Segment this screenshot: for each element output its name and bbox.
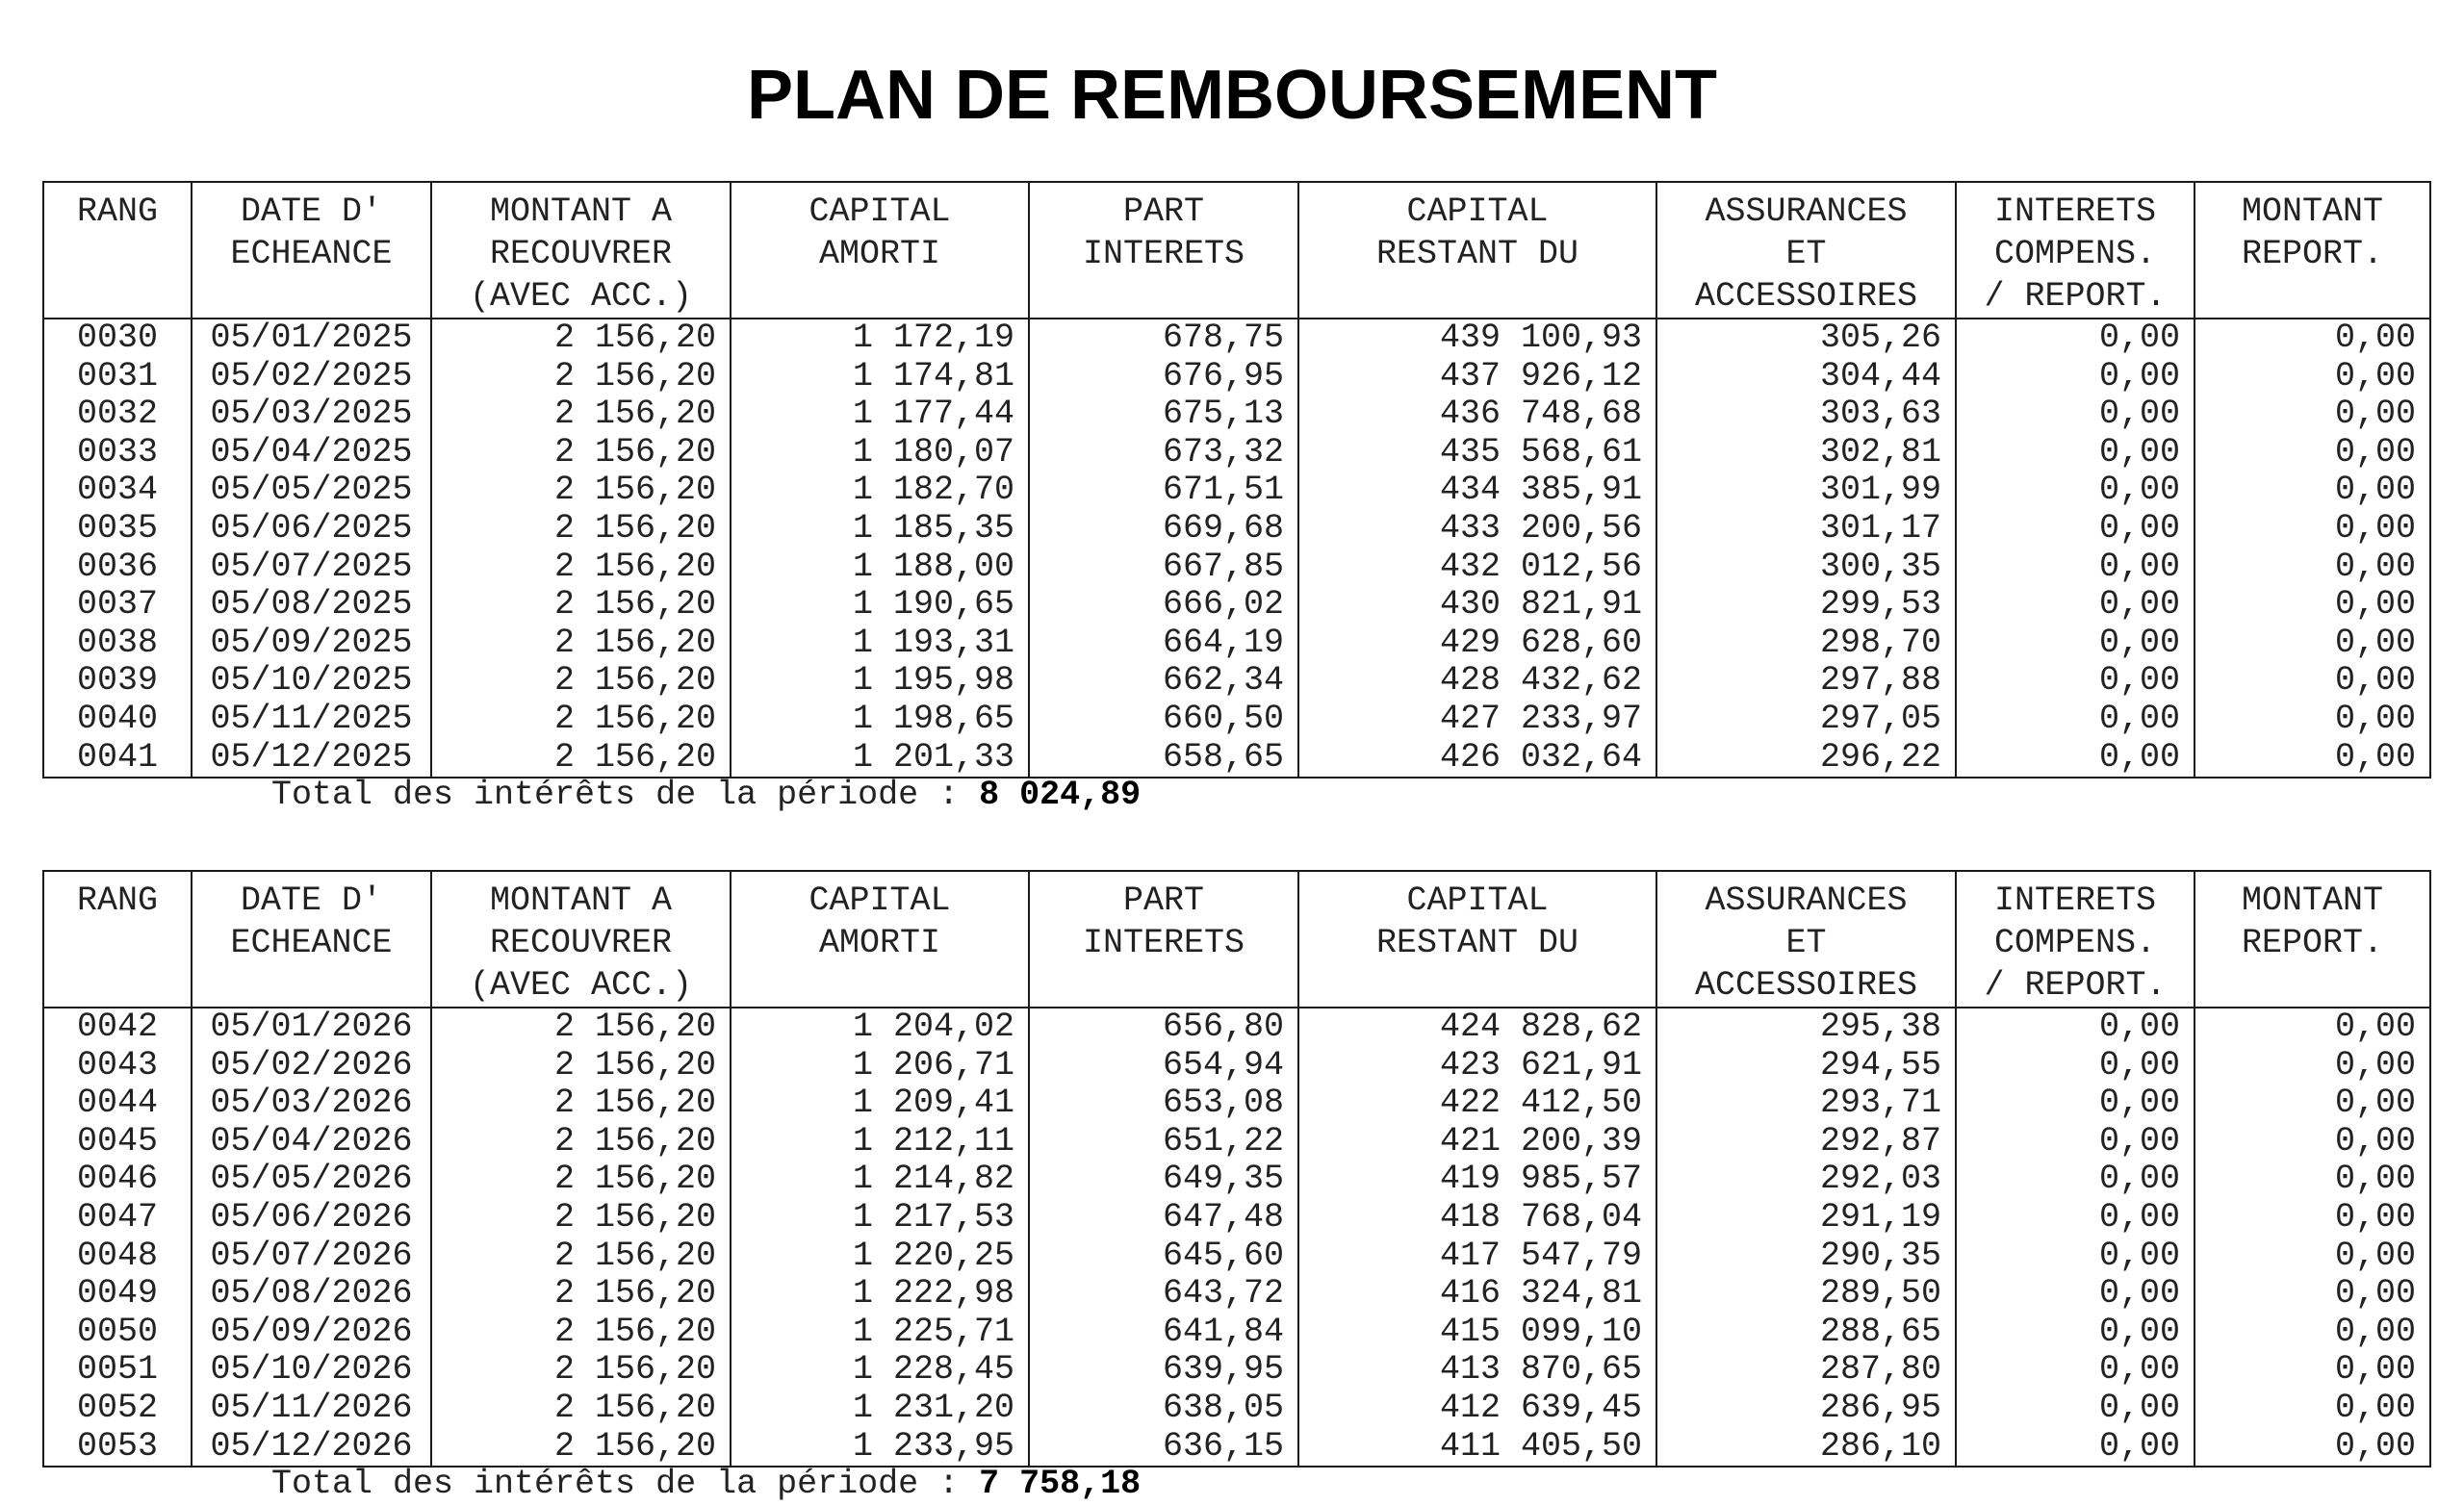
cell-capital-restant-du: 433 200,56 <box>1298 510 1656 549</box>
cell-capital-amorti: 1 206,71 <box>731 1047 1029 1085</box>
table-row <box>43 472 2430 510</box>
cell-rang: 0041 <box>43 739 192 779</box>
table-row <box>43 549 2430 587</box>
cell-capital-amorti: 1 190,65 <box>731 586 1029 625</box>
header-capital-amorti: CAPITAL AMORTI <box>731 871 1029 1008</box>
cell-montant-report: 0,00 <box>2194 625 2430 663</box>
cell-capital-restant-du: 426 032,64 <box>1298 739 1656 779</box>
cell-capital-amorti: 1 231,20 <box>731 1390 1029 1428</box>
cell-montant-a-recouvrer: 2 156,20 <box>431 434 731 472</box>
table-row <box>43 1351 2430 1390</box>
cell-date-echeance: 05/02/2026 <box>192 1047 431 1085</box>
cell-date-echeance: 05/01/2025 <box>192 319 431 358</box>
total-label: Total des intérêts de la période : <box>271 776 980 814</box>
cell-assurances-accessoires: 298,70 <box>1656 625 1956 663</box>
table-row <box>43 1161 2430 1199</box>
cell-rang: 0053 <box>43 1428 192 1468</box>
table-header-row <box>43 871 2430 1008</box>
cell-montant-report: 0,00 <box>2194 434 2430 472</box>
cell-assurances-accessoires: 290,35 <box>1656 1238 1956 1276</box>
cell-capital-restant-du: 419 985,57 <box>1298 1161 1656 1199</box>
total-value: 8 024,89 <box>979 776 1142 814</box>
cell-montant-a-recouvrer: 2 156,20 <box>431 1085 731 1123</box>
cell-rang: 0033 <box>43 434 192 472</box>
cell-capital-amorti: 1 201,33 <box>731 739 1029 779</box>
cell-date-echeance: 05/11/2026 <box>192 1390 431 1428</box>
cell-date-echeance: 05/04/2025 <box>192 434 431 472</box>
cell-montant-report: 0,00 <box>2194 1428 2430 1468</box>
cell-interets-compens-report: 0,00 <box>1956 319 2194 358</box>
cell-assurances-accessoires: 301,99 <box>1656 472 1956 510</box>
cell-montant-report: 0,00 <box>2194 319 2430 358</box>
header-assurances-accessoires: ASSURANCES ET ACCESSOIRES <box>1656 182 1956 319</box>
cell-capital-restant-du: 436 748,68 <box>1298 396 1656 434</box>
cell-interets-compens-report: 0,00 <box>1956 586 2194 625</box>
cell-montant-a-recouvrer: 2 156,20 <box>431 586 731 625</box>
cell-interets-compens-report: 0,00 <box>1956 739 2194 779</box>
cell-rang: 0052 <box>43 1390 192 1428</box>
cell-date-echeance: 05/11/2025 <box>192 701 431 739</box>
cell-montant-a-recouvrer: 2 156,20 <box>431 625 731 663</box>
cell-capital-amorti: 1 180,07 <box>731 434 1029 472</box>
header-assurances-accessoires: ASSURANCES ET ACCESSOIRES <box>1656 871 1956 1008</box>
cell-rang: 0049 <box>43 1275 192 1314</box>
cell-rang: 0039 <box>43 662 192 701</box>
cell-montant-report: 0,00 <box>2194 1275 2430 1314</box>
cell-assurances-accessoires: 299,53 <box>1656 586 1956 625</box>
table-row <box>43 1047 2430 1085</box>
cell-interets-compens-report: 0,00 <box>1956 701 2194 739</box>
cell-part-interets: 662,34 <box>1029 662 1298 701</box>
cell-interets-compens-report: 0,00 <box>1956 1199 2194 1238</box>
cell-montant-a-recouvrer: 2 156,20 <box>431 1161 731 1199</box>
cell-date-echeance: 05/09/2026 <box>192 1314 431 1352</box>
cell-part-interets: 639,95 <box>1029 1351 1298 1390</box>
table-row <box>43 701 2430 739</box>
cell-assurances-accessoires: 286,95 <box>1656 1390 1956 1428</box>
total-label: Total des intérêts de la période : <box>271 1465 980 1503</box>
cell-interets-compens-report: 0,00 <box>1956 1390 2194 1428</box>
cell-assurances-accessoires: 301,17 <box>1656 510 1956 549</box>
cell-capital-restant-du: 439 100,93 <box>1298 319 1656 358</box>
cell-part-interets: 676,95 <box>1029 358 1298 396</box>
cell-capital-restant-du: 423 621,91 <box>1298 1047 1656 1085</box>
cell-capital-amorti: 1 198,65 <box>731 701 1029 739</box>
cell-rang: 0032 <box>43 396 192 434</box>
cell-rang: 0046 <box>43 1161 192 1199</box>
period-interest-total-2026 <box>271 1465 1141 1503</box>
cell-capital-restant-du: 430 821,91 <box>1298 586 1656 625</box>
cell-assurances-accessoires: 297,05 <box>1656 701 1956 739</box>
cell-assurances-accessoires: 302,81 <box>1656 434 1956 472</box>
cell-capital-amorti: 1 185,35 <box>731 510 1029 549</box>
cell-interets-compens-report: 0,00 <box>1956 1314 2194 1352</box>
repayment-table-2026 <box>42 870 2431 1468</box>
cell-capital-restant-du: 427 233,97 <box>1298 701 1656 739</box>
cell-part-interets: 675,13 <box>1029 396 1298 434</box>
cell-montant-a-recouvrer: 2 156,20 <box>431 1008 731 1047</box>
header-montant-a-recouvrer: MONTANT A RECOUVRER (AVEC ACC.) <box>431 871 731 1008</box>
cell-date-echeance: 05/12/2025 <box>192 739 431 779</box>
table-row <box>43 1199 2430 1238</box>
cell-capital-amorti: 1 217,53 <box>731 1199 1029 1238</box>
cell-montant-a-recouvrer: 2 156,20 <box>431 396 731 434</box>
cell-rang: 0042 <box>43 1008 192 1047</box>
cell-montant-report: 0,00 <box>2194 1085 2430 1123</box>
cell-date-echeance: 05/03/2026 <box>192 1085 431 1123</box>
cell-part-interets: 653,08 <box>1029 1085 1298 1123</box>
cell-montant-report: 0,00 <box>2194 1008 2430 1047</box>
header-capital-restant-du: CAPITAL RESTANT DU <box>1298 182 1656 319</box>
cell-rang: 0036 <box>43 549 192 587</box>
cell-interets-compens-report: 0,00 <box>1956 396 2194 434</box>
cell-interets-compens-report: 0,00 <box>1956 662 2194 701</box>
cell-assurances-accessoires: 292,87 <box>1656 1123 1956 1161</box>
cell-capital-restant-du: 421 200,39 <box>1298 1123 1656 1161</box>
table-row <box>43 662 2430 701</box>
cell-montant-a-recouvrer: 2 156,20 <box>431 739 731 779</box>
cell-capital-restant-du: 415 099,10 <box>1298 1314 1656 1352</box>
cell-date-echeance: 05/04/2026 <box>192 1123 431 1161</box>
cell-capital-restant-du: 417 547,79 <box>1298 1238 1656 1276</box>
cell-capital-amorti: 1 233,95 <box>731 1428 1029 1468</box>
cell-montant-report: 0,00 <box>2194 549 2430 587</box>
cell-part-interets: 658,65 <box>1029 739 1298 779</box>
cell-date-echeance: 05/05/2025 <box>192 472 431 510</box>
cell-assurances-accessoires: 303,63 <box>1656 396 1956 434</box>
cell-montant-report: 0,00 <box>2194 472 2430 510</box>
table-row <box>43 1428 2430 1468</box>
cell-date-echeance: 05/05/2026 <box>192 1161 431 1199</box>
cell-assurances-accessoires: 295,38 <box>1656 1008 1956 1047</box>
cell-date-echeance: 05/10/2025 <box>192 662 431 701</box>
cell-part-interets: 654,94 <box>1029 1047 1298 1085</box>
cell-part-interets: 669,68 <box>1029 510 1298 549</box>
cell-interets-compens-report: 0,00 <box>1956 434 2194 472</box>
cell-interets-compens-report: 0,00 <box>1956 1085 2194 1123</box>
cell-assurances-accessoires: 291,19 <box>1656 1199 1956 1238</box>
cell-capital-restant-du: 413 870,65 <box>1298 1351 1656 1390</box>
cell-capital-amorti: 1 204,02 <box>731 1008 1029 1047</box>
table-row <box>43 319 2430 358</box>
header-capital-amorti: CAPITAL AMORTI <box>731 182 1029 319</box>
cell-capital-amorti: 1 193,31 <box>731 625 1029 663</box>
cell-interets-compens-report: 0,00 <box>1956 472 2194 510</box>
cell-capital-amorti: 1 177,44 <box>731 396 1029 434</box>
cell-montant-report: 0,00 <box>2194 586 2430 625</box>
header-part-interets: PART INTERETS <box>1029 182 1298 319</box>
cell-rang: 0040 <box>43 701 192 739</box>
cell-part-interets: 647,48 <box>1029 1199 1298 1238</box>
cell-date-echeance: 05/10/2026 <box>192 1351 431 1390</box>
cell-capital-amorti: 1 188,00 <box>731 549 1029 587</box>
cell-rang: 0050 <box>43 1314 192 1352</box>
cell-capital-restant-du: 411 405,50 <box>1298 1428 1656 1468</box>
cell-assurances-accessoires: 287,80 <box>1656 1351 1956 1390</box>
cell-montant-report: 0,00 <box>2194 662 2430 701</box>
cell-part-interets: 678,75 <box>1029 319 1298 358</box>
cell-date-echeance: 05/06/2026 <box>192 1199 431 1238</box>
cell-montant-a-recouvrer: 2 156,20 <box>431 510 731 549</box>
cell-rang: 0045 <box>43 1123 192 1161</box>
cell-interets-compens-report: 0,00 <box>1956 549 2194 587</box>
cell-capital-restant-du: 434 385,91 <box>1298 472 1656 510</box>
cell-date-echeance: 05/09/2025 <box>192 625 431 663</box>
cell-interets-compens-report: 0,00 <box>1956 1047 2194 1085</box>
table-row <box>43 434 2430 472</box>
cell-montant-report: 0,00 <box>2194 510 2430 549</box>
cell-rang: 0037 <box>43 586 192 625</box>
cell-part-interets: 643,72 <box>1029 1275 1298 1314</box>
cell-rang: 0034 <box>43 472 192 510</box>
cell-capital-amorti: 1 172,19 <box>731 319 1029 358</box>
table-row <box>43 1314 2430 1352</box>
cell-date-echeance: 05/01/2026 <box>192 1008 431 1047</box>
cell-montant-a-recouvrer: 2 156,20 <box>431 319 731 358</box>
cell-montant-report: 0,00 <box>2194 1314 2430 1352</box>
cell-part-interets: 636,15 <box>1029 1428 1298 1468</box>
cell-part-interets: 660,50 <box>1029 701 1298 739</box>
cell-assurances-accessoires: 289,50 <box>1656 1275 1956 1314</box>
cell-montant-report: 0,00 <box>2194 396 2430 434</box>
table-row <box>43 1085 2430 1123</box>
cell-assurances-accessoires: 296,22 <box>1656 739 1956 779</box>
cell-capital-restant-du: 424 828,62 <box>1298 1008 1656 1047</box>
cell-rang: 0048 <box>43 1238 192 1276</box>
cell-montant-a-recouvrer: 2 156,20 <box>431 1123 731 1161</box>
header-capital-restant-du: CAPITAL RESTANT DU <box>1298 871 1656 1008</box>
table-row <box>43 739 2430 779</box>
cell-assurances-accessoires: 304,44 <box>1656 358 1956 396</box>
cell-rang: 0051 <box>43 1351 192 1390</box>
cell-interets-compens-report: 0,00 <box>1956 1123 2194 1161</box>
cell-capital-restant-du: 429 628,60 <box>1298 625 1656 663</box>
cell-date-echeance: 05/12/2026 <box>192 1428 431 1468</box>
header-interets-compens-report: INTERETS COMPENS. / REPORT. <box>1956 182 2194 319</box>
cell-capital-restant-du: 422 412,50 <box>1298 1085 1656 1123</box>
header-rang: RANG <box>43 182 192 319</box>
cell-montant-report: 0,00 <box>2194 358 2430 396</box>
cell-capital-restant-du: 428 432,62 <box>1298 662 1656 701</box>
table-row <box>43 510 2430 549</box>
cell-date-echeance: 05/06/2025 <box>192 510 431 549</box>
cell-interets-compens-report: 0,00 <box>1956 510 2194 549</box>
cell-capital-restant-du: 437 926,12 <box>1298 358 1656 396</box>
cell-capital-restant-du: 432 012,56 <box>1298 549 1656 587</box>
cell-part-interets: 638,05 <box>1029 1390 1298 1428</box>
cell-rang: 0035 <box>43 510 192 549</box>
cell-part-interets: 673,32 <box>1029 434 1298 472</box>
cell-capital-restant-du: 418 768,04 <box>1298 1199 1656 1238</box>
cell-date-echeance: 05/07/2025 <box>192 549 431 587</box>
cell-montant-a-recouvrer: 2 156,20 <box>431 1275 731 1314</box>
total-value: 7 758,18 <box>979 1465 1142 1503</box>
table-row <box>43 1123 2430 1161</box>
table-row <box>43 396 2430 434</box>
cell-capital-restant-du: 435 568,61 <box>1298 434 1656 472</box>
cell-capital-amorti: 1 212,11 <box>731 1123 1029 1161</box>
table-row <box>43 586 2430 625</box>
cell-assurances-accessoires: 305,26 <box>1656 319 1956 358</box>
cell-assurances-accessoires: 286,10 <box>1656 1428 1956 1468</box>
cell-rang: 0038 <box>43 625 192 663</box>
cell-montant-a-recouvrer: 2 156,20 <box>431 1047 731 1085</box>
cell-rang: 0047 <box>43 1199 192 1238</box>
cell-rang: 0031 <box>43 358 192 396</box>
cell-part-interets: 664,19 <box>1029 625 1298 663</box>
cell-montant-a-recouvrer: 2 156,20 <box>431 1351 731 1390</box>
cell-montant-a-recouvrer: 2 156,20 <box>431 1390 731 1428</box>
cell-assurances-accessoires: 292,03 <box>1656 1161 1956 1199</box>
cell-interets-compens-report: 0,00 <box>1956 1428 2194 1468</box>
cell-montant-a-recouvrer: 2 156,20 <box>431 1428 731 1468</box>
header-part-interets: PART INTERETS <box>1029 871 1298 1008</box>
cell-assurances-accessoires: 297,88 <box>1656 662 1956 701</box>
cell-capital-amorti: 1 174,81 <box>731 358 1029 396</box>
cell-montant-a-recouvrer: 2 156,20 <box>431 662 731 701</box>
cell-rang: 0030 <box>43 319 192 358</box>
cell-montant-report: 0,00 <box>2194 1123 2430 1161</box>
cell-montant-a-recouvrer: 2 156,20 <box>431 549 731 587</box>
table-row <box>43 358 2430 396</box>
cell-assurances-accessoires: 288,65 <box>1656 1314 1956 1352</box>
cell-interets-compens-report: 0,00 <box>1956 1008 2194 1047</box>
repayment-table-2025 <box>42 181 2431 779</box>
table-header-row <box>43 182 2430 319</box>
cell-montant-report: 0,00 <box>2194 701 2430 739</box>
cell-part-interets: 651,22 <box>1029 1123 1298 1161</box>
cell-date-echeance: 05/08/2025 <box>192 586 431 625</box>
cell-assurances-accessoires: 293,71 <box>1656 1085 1956 1123</box>
header-montant-report: MONTANT REPORT. <box>2194 182 2430 319</box>
cell-assurances-accessoires: 294,55 <box>1656 1047 1956 1085</box>
cell-capital-amorti: 1 228,45 <box>731 1351 1029 1390</box>
cell-assurances-accessoires: 300,35 <box>1656 549 1956 587</box>
cell-montant-a-recouvrer: 2 156,20 <box>431 358 731 396</box>
cell-capital-amorti: 1 182,70 <box>731 472 1029 510</box>
cell-date-echeance: 05/03/2025 <box>192 396 431 434</box>
table-row <box>43 1390 2430 1428</box>
header-date-echeance: DATE D' ECHEANCE <box>192 182 431 319</box>
cell-date-echeance: 05/02/2025 <box>192 358 431 396</box>
cell-montant-report: 0,00 <box>2194 1238 2430 1276</box>
cell-montant-report: 0,00 <box>2194 1047 2430 1085</box>
cell-montant-a-recouvrer: 2 156,20 <box>431 472 731 510</box>
cell-montant-report: 0,00 <box>2194 1390 2430 1428</box>
cell-part-interets: 667,85 <box>1029 549 1298 587</box>
cell-capital-amorti: 1 225,71 <box>731 1314 1029 1352</box>
cell-capital-amorti: 1 222,98 <box>731 1275 1029 1314</box>
cell-montant-report: 0,00 <box>2194 1351 2430 1390</box>
header-rang: RANG <box>43 871 192 1008</box>
cell-rang: 0044 <box>43 1085 192 1123</box>
cell-part-interets: 645,60 <box>1029 1238 1298 1276</box>
cell-part-interets: 656,80 <box>1029 1008 1298 1047</box>
cell-montant-report: 0,00 <box>2194 1161 2430 1199</box>
page-title: PLAN DE REMBOURSEMENT <box>746 57 1718 134</box>
cell-montant-report: 0,00 <box>2194 739 2430 779</box>
cell-capital-restant-du: 412 639,45 <box>1298 1390 1656 1428</box>
cell-interets-compens-report: 0,00 <box>1956 1275 2194 1314</box>
cell-rang: 0043 <box>43 1047 192 1085</box>
cell-interets-compens-report: 0,00 <box>1956 1161 2194 1199</box>
cell-capital-restant-du: 416 324,81 <box>1298 1275 1656 1314</box>
table-row <box>43 625 2430 663</box>
cell-interets-compens-report: 0,00 <box>1956 1238 2194 1276</box>
cell-part-interets: 671,51 <box>1029 472 1298 510</box>
cell-part-interets: 641,84 <box>1029 1314 1298 1352</box>
cell-part-interets: 649,35 <box>1029 1161 1298 1199</box>
cell-montant-report: 0,00 <box>2194 1199 2430 1238</box>
cell-interets-compens-report: 0,00 <box>1956 358 2194 396</box>
cell-interets-compens-report: 0,00 <box>1956 1351 2194 1390</box>
period-interest-total-2025 <box>271 776 1141 814</box>
cell-date-echeance: 05/07/2026 <box>192 1238 431 1276</box>
table-row <box>43 1275 2430 1314</box>
cell-montant-a-recouvrer: 2 156,20 <box>431 1199 731 1238</box>
cell-part-interets: 666,02 <box>1029 586 1298 625</box>
header-date-echeance: DATE D' ECHEANCE <box>192 871 431 1008</box>
header-interets-compens-report: INTERETS COMPENS. / REPORT. <box>1956 871 2194 1008</box>
table-row <box>43 1238 2430 1276</box>
cell-montant-a-recouvrer: 2 156,20 <box>431 701 731 739</box>
cell-capital-amorti: 1 220,25 <box>731 1238 1029 1276</box>
cell-capital-amorti: 1 195,98 <box>731 662 1029 701</box>
cell-capital-amorti: 1 209,41 <box>731 1085 1029 1123</box>
cell-montant-a-recouvrer: 2 156,20 <box>431 1314 731 1352</box>
cell-interets-compens-report: 0,00 <box>1956 625 2194 663</box>
cell-montant-a-recouvrer: 2 156,20 <box>431 1238 731 1276</box>
header-montant-a-recouvrer: MONTANT A RECOUVRER (AVEC ACC.) <box>431 182 731 319</box>
cell-date-echeance: 05/08/2026 <box>192 1275 431 1314</box>
table-row <box>43 1008 2430 1047</box>
cell-capital-amorti: 1 214,82 <box>731 1161 1029 1199</box>
header-montant-report: MONTANT REPORT. <box>2194 871 2430 1008</box>
